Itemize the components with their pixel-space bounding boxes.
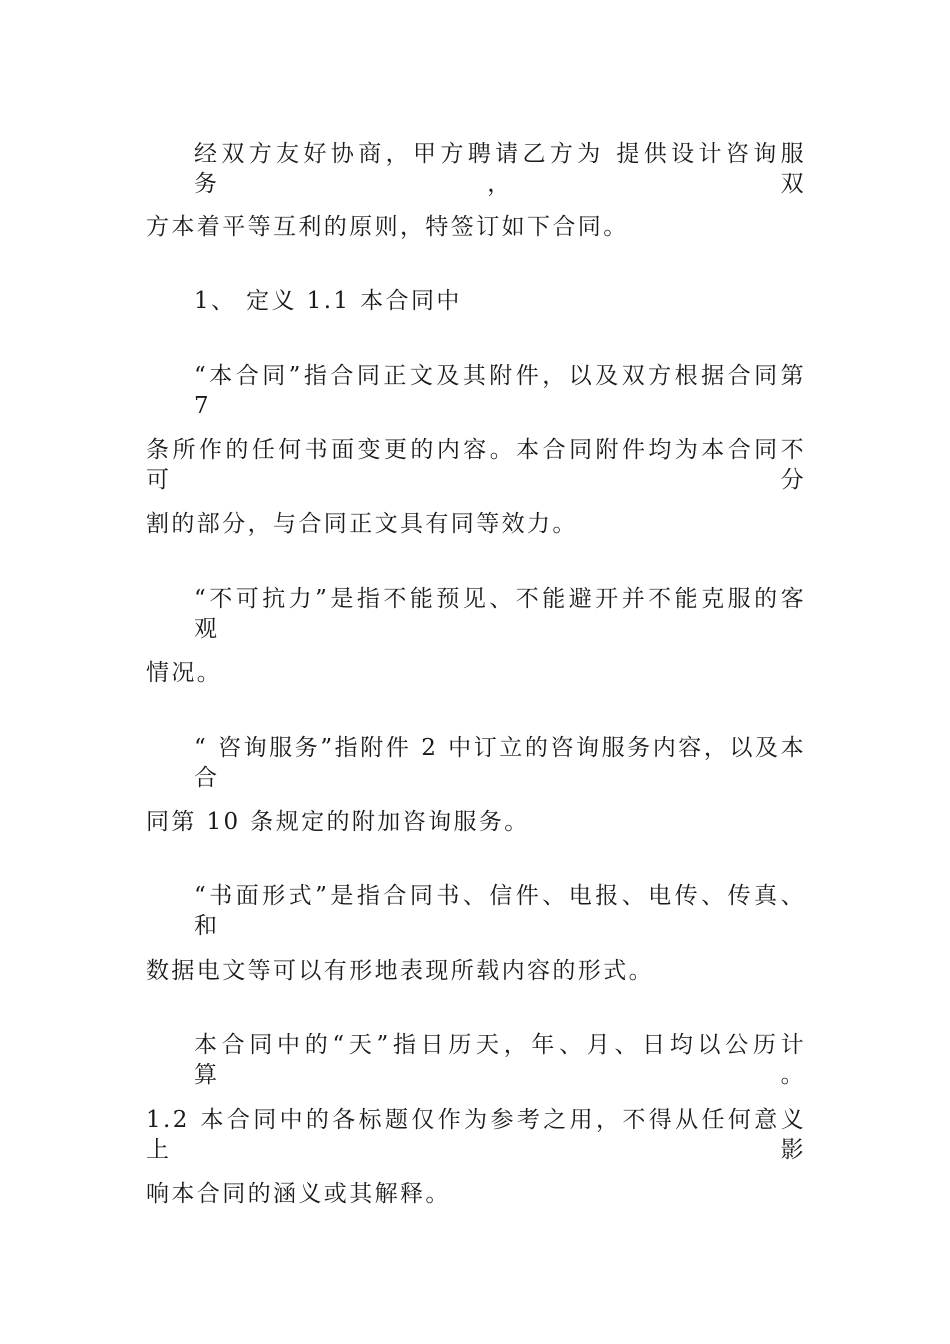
text-line-10: 同第 10 条规定的附加咨询服务。 (146, 809, 530, 835)
text-line-7: “不可抗力”是指不能预见、不能避开并不能克服的客观 (194, 586, 806, 642)
text-line-13: 本合同中的“天”指日历天，年、月、日均以公历计算。 (194, 1032, 806, 1088)
section-heading-definitions: 1、 定义 1.1 本合同中 (194, 288, 462, 314)
text-line-8: 情况。 (146, 660, 223, 686)
text-line-6: 割的部分，与合同正文具有同等效力。 (146, 511, 578, 537)
text-line-15: 响本合同的涵义或其解释。 (146, 1181, 451, 1207)
text-line-12: 数据电文等可以有形地表现所载内容的形式。 (146, 958, 654, 984)
text-line-9: “ 咨询服务”指附件 2 中订立的咨询服务内容，以及本合 (194, 735, 806, 791)
text-line-2: 方本着平等互利的原则，特签订如下合同。 (146, 214, 629, 240)
text-line-11: “书面形式”是指合同书、信件、电报、电传、传真、和 (194, 883, 806, 939)
text-line-5: 条所作的任何书面变更的内容。本合同附件均为本合同不可分 (146, 437, 806, 493)
text-line-4: “本合同”指合同正文及其附件，以及双方根据合同第 7 (194, 363, 806, 419)
text-line-1: 经双方友好协商，甲方聘请乙方为 提供设计咨询服务，双 (194, 141, 806, 197)
text-line-14: 1.2 本合同中的各标题仅作为参考之用，不得从任何意义上影 (146, 1107, 806, 1163)
